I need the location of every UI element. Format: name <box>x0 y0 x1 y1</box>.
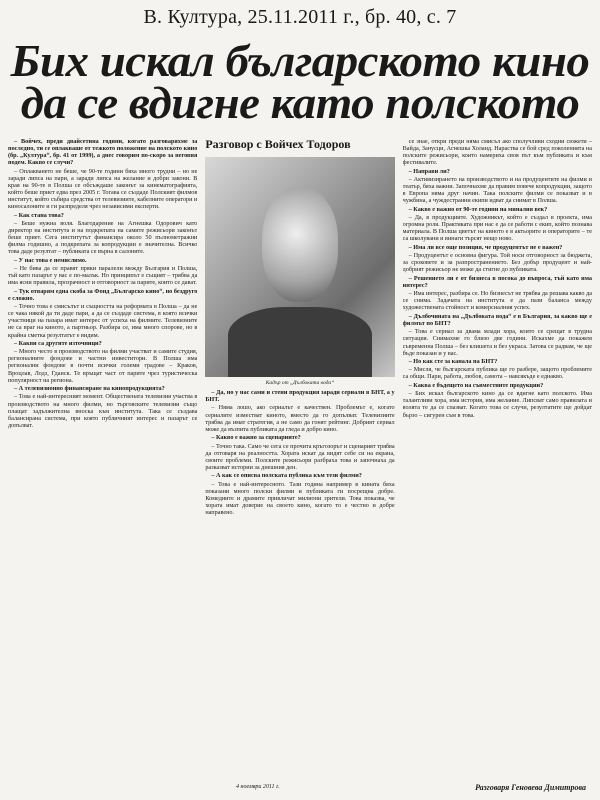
column-2-body <box>205 389 394 516</box>
headline <box>2 35 598 128</box>
interview-question: – Но как сте за канала на БНТ? <box>408 357 498 365</box>
interview-answer: – Беше нужна воля. Благодарение на Агнешка Одорович като директор на института и на подкрепата на самите режисьори законът беше приет. Сега институтът финансира около 50 пълнометражни филма годишно, а подкрепата за копродукции е значителна. Всичко това даде резултат – публиката се върна в салоните. <box>8 219 198 256</box>
date-stamp: 4 ноември 2011 г. <box>236 784 280 790</box>
masthead: В. Култура, 25.11.2011 г., бр. 40, с. 7 <box>143 6 457 28</box>
byline: Разговор с Войчех Тодоров <box>205 138 351 151</box>
interview-question: – Тук отварям една скоба за Фонд „Българско кино“, но бездруго е сложно. <box>8 287 198 302</box>
article-columns <box>8 138 592 780</box>
interview-question: – Има ли все още позиция, че продуцентът не е важен? <box>408 243 563 251</box>
interview-question: – А как се описва полската публика към тези филми? <box>211 472 362 480</box>
interview-question: – Каква е бъдещето на съвместните продукции? <box>408 381 544 389</box>
interview-answer: – Точно това е смисълът и същността на реформата в Полша – да не се чака някой да ти даде пари, а да се създаде система, в която всички участници на пазара имат интерес от успеха на филмите. Телевизиите не са враг на киното, а партньор. Разбира се, има много спорове, но в крайна сметка резултатът е видим. <box>8 303 198 339</box>
interview-question: – Войчех, преди двайсетина години, когато разговаряхме за последно, ти се оплакваше от тежкото положение на полското кино (бр. „Култура“, бр. 41 от 1999), а днес говорим по-скоро за неговия подем. Какво се случи? <box>8 138 198 167</box>
interview-answer: – Това е сериал за двама млади хора, които се срещат в трудна ситуация. Снимахме го близо две години. Искахме да покажем съвременна Полша – без клишета и без украса. Затова се радвам, че ще бъде показан и у вас. <box>402 328 592 357</box>
interview-question: – Решението ли е от бизнеса в посока до въпроса, тъй като има интерес? <box>402 274 592 289</box>
interview-answer: – Има интерес, разбира се. Но бизнесът не трябва да решава какво да се снима. Задачата на института е да пази баланса между художествената стойност и комерсиалния успех. <box>402 290 592 312</box>
photo-still <box>205 157 394 377</box>
interview-question: – А телевизионно финансиране на кинопродукцията? <box>14 385 165 393</box>
interview-question: – Направи ли? <box>408 167 450 175</box>
interview-answer: – Точно така. Само че сега се прочита кръгозорът и сценарият трябва да отговаря на реалността. Хората искат да видят себе си на екрана, своите проблеми. Полските режисьори разбраха това и започнаха да разказват истории за днешния ден. <box>205 442 395 471</box>
photo-body-shape <box>228 307 372 377</box>
interview-answer: – Активизирането на производството и на продуцентите на филми и театър, бяха важни. Започнахме да правим повече копродукции, защото в Европа няма друг начин. Така полските филми се показват и в чужбина, а чуждестранни екипи идват да снимат в Полша. <box>402 176 592 205</box>
interview-answer: – Това е най-интересното. Тази година например в кината бяха показани много полски филми и публиката ги посрещна добре. Комедиите и драмите привличат милиони зрители. Това показва, че хората имат доверие на своето кино, когато то е честно и добре направено. <box>205 480 395 516</box>
interview-answer: – Да, в продукциите. Художникът, който е създал в проекта, има огромна роля. Практиката при нас е да се работи с екип, който познава материала. В Полша цветът на киното е в актьорите и операторите – те са школувани и винаги търсят нещо ново. <box>402 214 592 243</box>
interview-answer: – Бих искал българското кино да се вдигне като полското. Има талантливи хора, има история, има желание. Липсват само правилата и волята те да се спазват. Когато това се случи, резултатите ще дойдат бързо – сигурен съм в това. <box>402 390 592 419</box>
headline-line-2: да се вдигне като полското <box>20 77 580 128</box>
column-1 <box>8 138 197 780</box>
interview-question: – Какво е важно за сценариите? <box>211 434 301 442</box>
interview-question: – Да, но у нас сами и стени продукция заради сериали в БНТ, а у БНТ. <box>205 389 395 404</box>
interview-answer: – Оплакването не беше, че 90-те години бяха много трудни – но не заради липса на пари, а заради липса на желание и добри закони. В края на 90-те в Полша се обсъждаше законът за кинематографията, който беше приет едва през 2005 г. Тогава се създаде Полският филмов институт, който събира средства от телевизиите, кабелните оператори и киносалоните и ги разпределя чрез независими експерти. <box>8 167 198 211</box>
interview-question: – У нас това е немислимо. <box>14 256 87 264</box>
interview-answer: – Това е най-интересният момент. Обществената телевизия участва в производството на много филми, но търговските телевизии също плащат задължителна вноска към института. Така се създава балансирана система, при която публичният интерес и пазарът се допълват. <box>8 393 198 429</box>
interview-answer: – Няма лошо, ако сериалът е качествен. Проблемът е, когато сериалите изместват киното, вместо да го допълват. Телевизиите трябва да имат стратегия, а не само да гонят рейтинг. Добрият сериал може да възпита публиката да гледа и добро кино. <box>205 404 395 433</box>
headline-line-1: Бих искал българското кино <box>10 35 590 86</box>
interview-question: – Какво е важно от 90-те години на миналия век? <box>408 205 548 213</box>
interview-question: – Дълбочината на „Дълбоката вода“ е в България, за какво ще е филмът по БНТ? <box>402 312 592 327</box>
interview-answer: се знае, откри преди няма смисъл ако сполучливи сходни сюжети – Вайда, Занусци, Агнешка Холанд. Нараства се бой сред поколенията на полските режисьори, които намериха своя път към публиката и към фестивалите. <box>402 138 592 167</box>
photo-caption: Кадър от „Дълбоката вода“ <box>265 380 335 386</box>
interview-answer: – Продуцентът е основна фигура. Той носи отговорност за бюджета, за сроковете и за разпространението. Без добър продуцент и най-добрият режисьор не може да стигне до публиката. <box>402 252 592 274</box>
column-3 <box>403 138 592 780</box>
interview-question: – Как стана това? <box>14 211 64 219</box>
interview-question: – Какви са другите източници? <box>14 339 102 347</box>
column-2 <box>205 138 394 780</box>
photo-face-shape <box>262 188 338 302</box>
interview-answer: – Не бива да се правят пряки паралели между България и Полша, тъй като пазарът у вас е по-малък. Но принципът е същият – трябва да има ясни правила, прозрачност и отговорност за парите, които се дават. <box>8 265 198 287</box>
interview-answer: – Мисля, че българската публика ще го разбере, защото проблемите са общи. Пари, работа, любов, самота – навсякъде е еднакво. <box>402 366 592 381</box>
interview-answer: – Много често в производството на филми участват и самите студия, регионалните фондове и частни инвеститори. В Полша има регионални фондове в почти всички големи градове – Краков, Вроцлав, Лодз, Гданск. Те връщат част от парите чрез туристическа популярност на региона. <box>8 348 198 384</box>
interviewer-credit: Разговаря Геновева Димитрова <box>475 783 586 792</box>
